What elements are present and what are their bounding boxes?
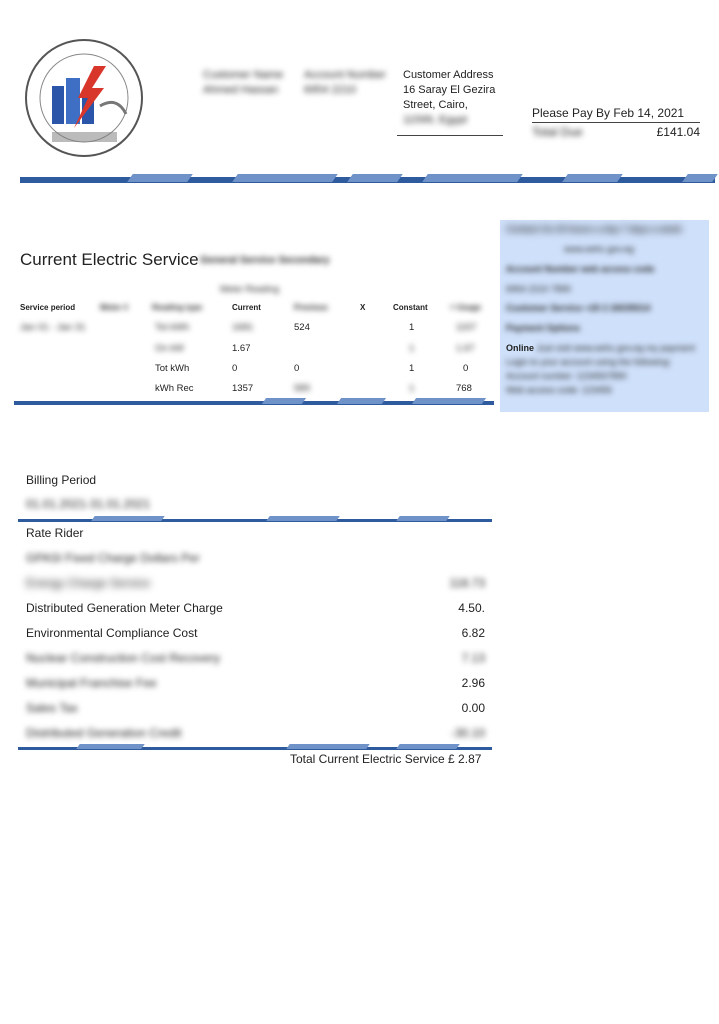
line-item-label: Energy Charge Service [26, 576, 151, 590]
service-subtitle: General Service Secondary [200, 255, 330, 266]
line-item-value: 0.00 [461, 701, 485, 715]
col-reading-type: Reading type [152, 303, 203, 312]
address-line-1: 16 Saray El Gezira [403, 84, 496, 96]
table-row-1-usage: 1157 [456, 322, 477, 333]
line-item-label: Environmental Compliance Cost [26, 626, 198, 640]
table-row-4-type: kWh Rec [155, 383, 194, 394]
table-row-1-previous: 524 [294, 322, 310, 333]
login-text: Login to your account using the following: [506, 357, 672, 367]
col-x: X [360, 303, 366, 312]
table-row-3-previous: 0 [294, 363, 300, 374]
address-label: Customer Address [403, 69, 494, 81]
col-previous: Previous [294, 303, 328, 312]
line-item-label: GPASI Fixed Charge Dollars Per [26, 551, 200, 565]
line-item-value: 118.73 [449, 576, 485, 590]
table-row-4-previous: 589 [294, 383, 310, 394]
table-row-4-current: 1357 [232, 383, 254, 394]
line-item-label: Distributed Generation Meter Charge [26, 601, 223, 615]
col-current: Current [232, 303, 261, 312]
line-item-value: 4.50. [458, 601, 485, 615]
line-item-label: Nuclear Construction Cost Recovery [26, 651, 221, 665]
address-line-3: 11599, Egypt [403, 114, 468, 126]
table-row-2-constant: 1 [409, 343, 415, 354]
account-label: Account Number web access code [506, 264, 655, 274]
table-row-3-type: Tot kWh [155, 363, 190, 374]
access-code-line: Web access code: 123456 [506, 385, 612, 395]
table-row-2-current: 1.67 [232, 343, 251, 354]
line-item-value: 2.96 [461, 676, 485, 690]
online-text[interactable]: Just visit www.eehc.gov.eg my payment [536, 343, 695, 353]
account-value: 6954 2210 7890 [506, 284, 572, 294]
online-label: Online [506, 343, 535, 353]
metering-note: Meter Reading [220, 284, 280, 294]
table-row-3-current: 0 [232, 363, 238, 374]
header-divider [20, 177, 715, 183]
line-item-label: Distributed Generation Credit [26, 726, 182, 740]
address-underline [397, 135, 503, 136]
account-number-label: Account Number [304, 69, 386, 81]
total-due-label: Total Due [532, 125, 583, 139]
col-constant: Constant [393, 303, 428, 312]
service-divider [14, 401, 494, 405]
col-meter: Meter # [100, 303, 129, 312]
total-due-value: £141.04 [656, 125, 700, 139]
table-row-3-usage: 0 [463, 363, 469, 374]
table-row-4-usage: 768 [456, 383, 472, 394]
total-divider [18, 747, 492, 750]
table-row-2-type: On kW [155, 343, 185, 354]
total-current-service: Total Current Electric Service £ 2.87 [290, 752, 482, 766]
line-item-label: Municipal Franchise Fee [26, 676, 157, 690]
table-row-4-constant: 1 [409, 383, 415, 394]
col-usage: = Usage [450, 303, 481, 312]
table-row-2-usage: 1.67 [456, 343, 475, 354]
line-item-value: 6.82 [461, 626, 485, 640]
line-item-value: -30.10 [450, 726, 485, 740]
contact-panel [500, 220, 709, 412]
customer-name-label: Customer Name [203, 69, 284, 81]
table-row-1-type: Tot kWh [155, 322, 190, 333]
account-number-line: Account number: 1234567890 [506, 371, 627, 381]
line-item-label: Sales Tax [26, 701, 78, 715]
table-row-1-current: 1681 [232, 322, 254, 333]
billing-period-label: Billing Period [26, 473, 97, 487]
pay-by-label: Please Pay By Feb 14, 2021 [532, 106, 700, 123]
customer-name-value: Ahmed Hassan [203, 84, 279, 96]
contact-website[interactable]: www.eehc.gov.eg [564, 244, 634, 254]
address-line-2: Street, Cairo, [403, 99, 468, 111]
billing-period-value: 01.01.2021-31.01.2021 [26, 497, 151, 511]
rate-rider-label: Rate Rider [26, 526, 84, 540]
col-service-period: Service period [20, 303, 76, 312]
account-number-value: 6954 2210 [304, 84, 356, 96]
contact-heading: Contact Us 24 hours a day 7 days a week [506, 224, 682, 234]
billing-divider [18, 519, 492, 522]
customer-service-phone: Customer Service +20 2 26035014 [506, 303, 651, 313]
payment-options-heading: Payment Options [506, 323, 581, 333]
table-row-1-period: Jan 01 - Jan 31 [20, 322, 86, 333]
table-row-1-constant: 1 [409, 322, 415, 333]
service-title: Current Electric Service [20, 250, 199, 269]
line-item-value: 7.13 [461, 651, 485, 665]
company-logo [22, 36, 147, 161]
table-row-3-constant: 1 [409, 363, 415, 374]
